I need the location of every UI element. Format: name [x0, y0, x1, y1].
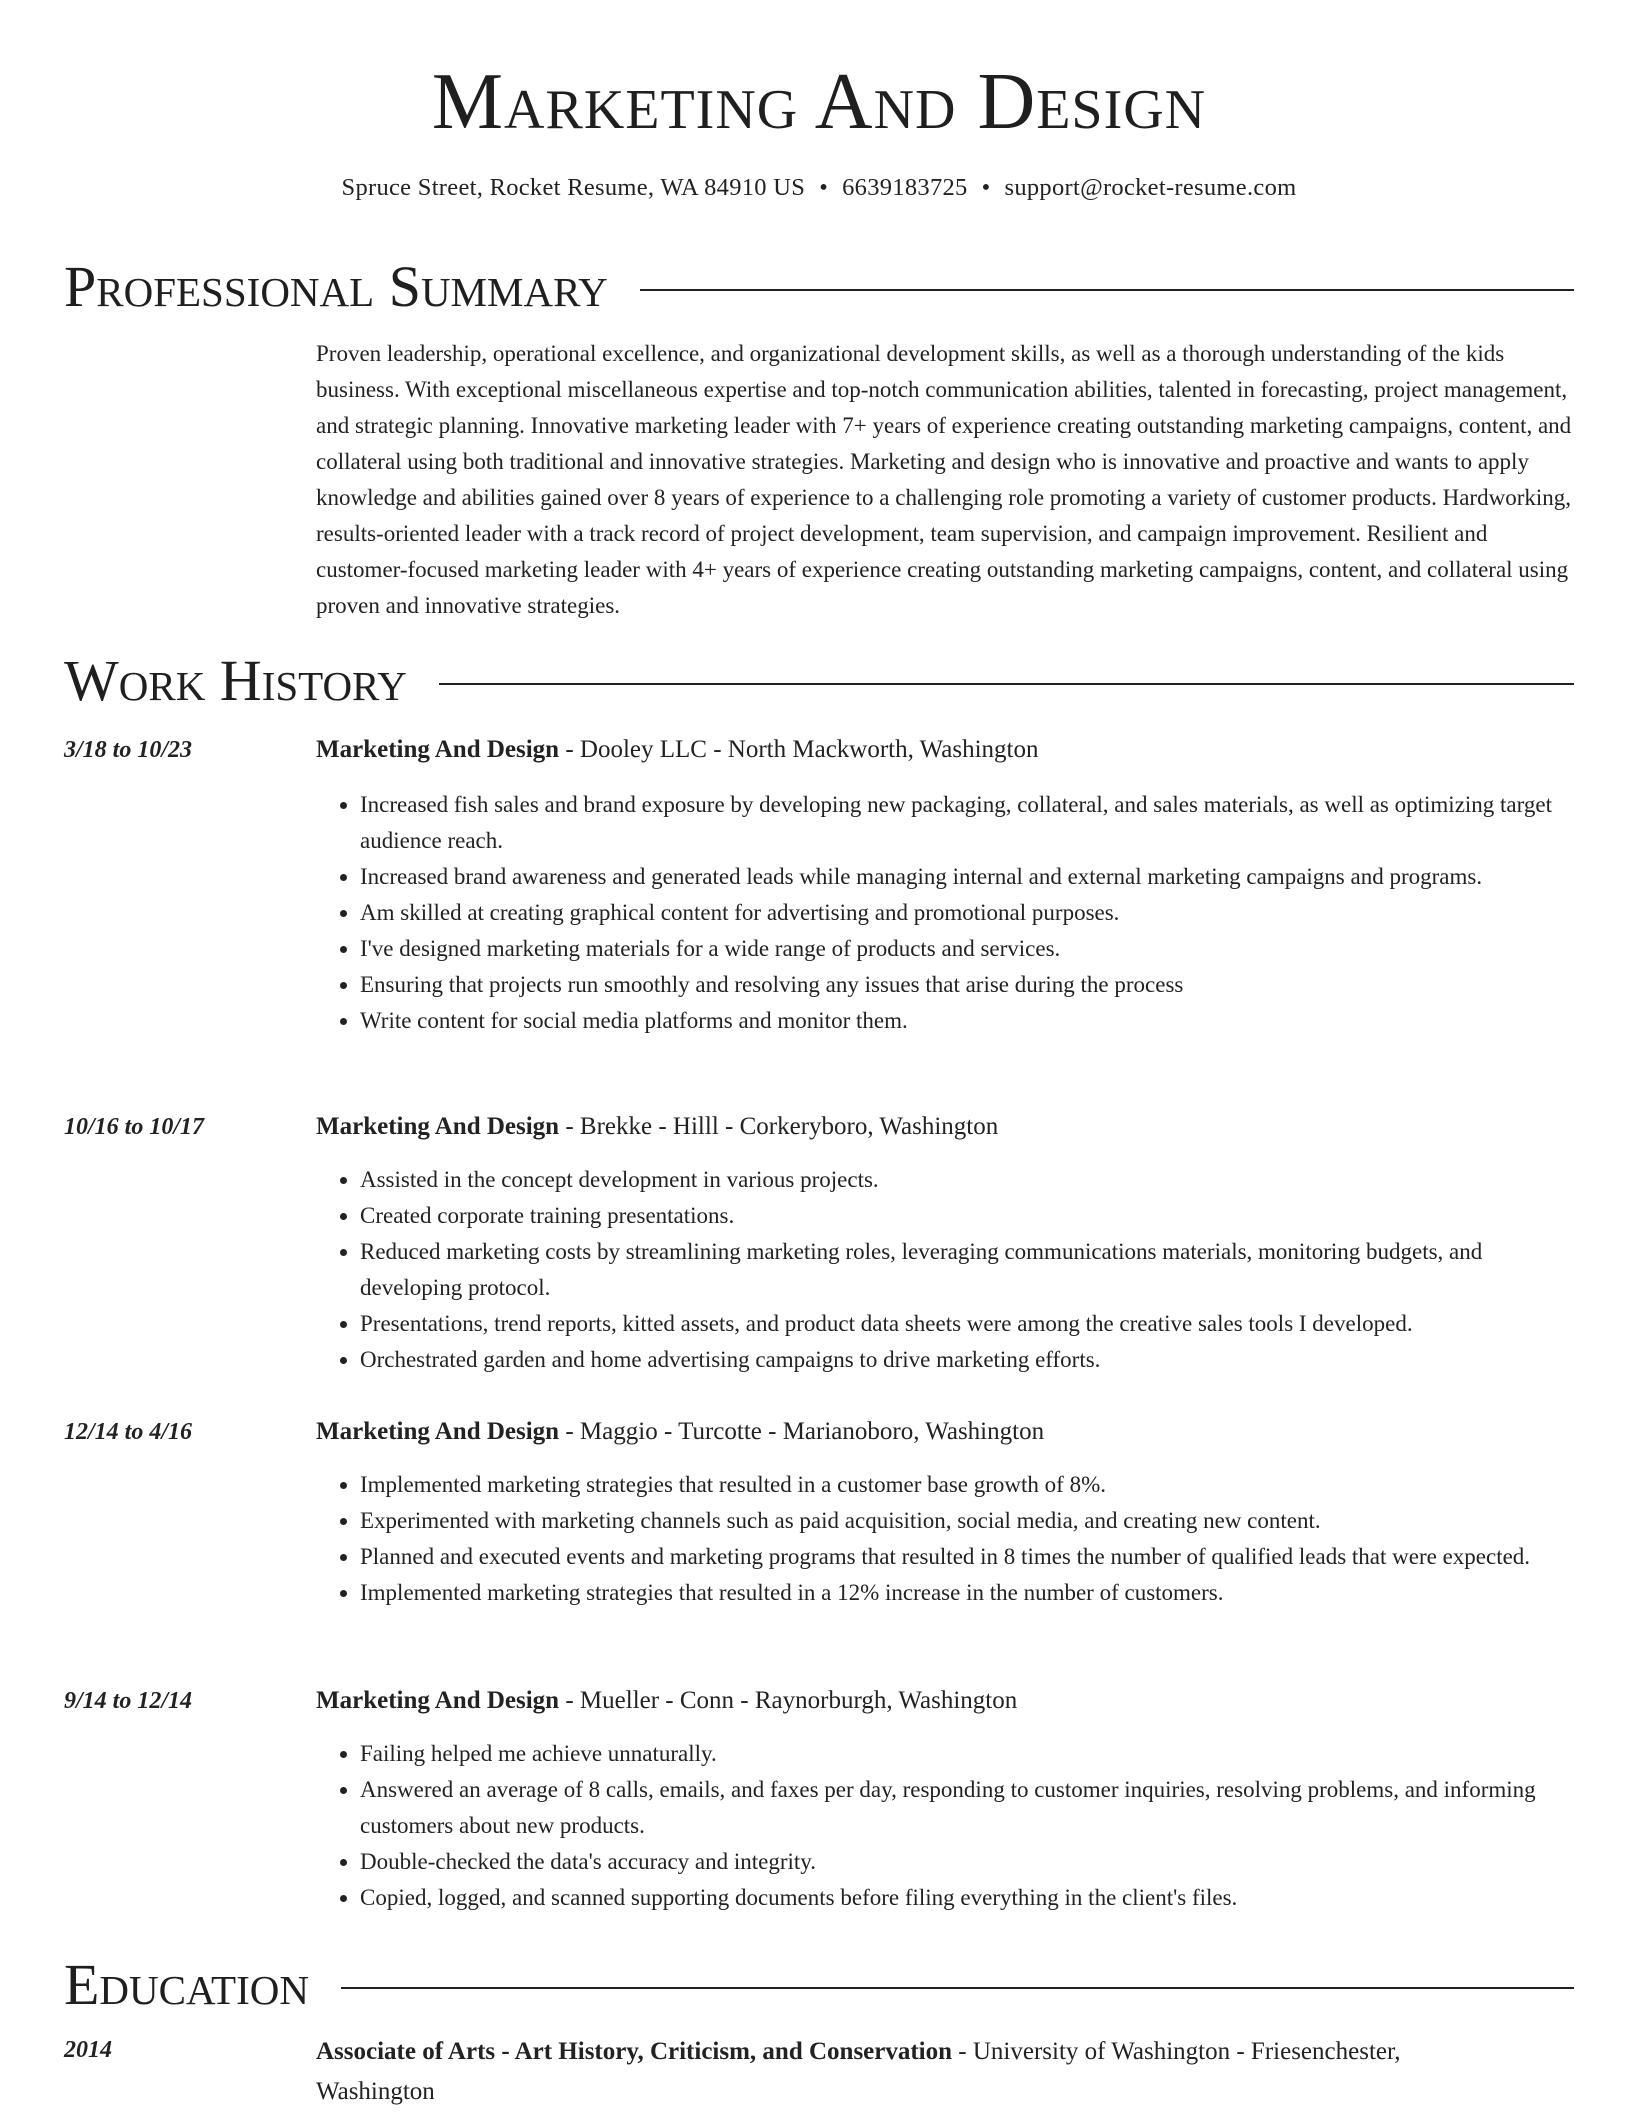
summary-section-header: [64, 254, 1574, 319]
email: support@rocket-resume.com: [1004, 174, 1297, 201]
job-bullet: • Assisted in the concept development in various projects.: [360, 1162, 1574, 1198]
education-details: - University of Washington - Friesenchester, Washington: [316, 2038, 1401, 2105]
job-bullets: [316, 1736, 1574, 1916]
job-bullet: • Double-checked the data's accuracy and integrity.: [360, 1844, 1574, 1880]
job-bullet: • Experimented with marketing channels such as paid acquisition, social media, and creating new content.: [360, 1503, 1574, 1539]
job-bullet: • Implemented marketing strategies that resulted in a customer base growth of 8%.: [360, 1467, 1574, 1503]
job-details: - Dooley LLC - North Mackworth, Washington: [559, 736, 1039, 763]
candidate-name: Marketing And Design: [431, 58, 1207, 146]
job-details: - Maggio - Turcotte - Marianoboro, Washington: [559, 1418, 1045, 1445]
address: Spruce Street, Rocket Resume, WA 84910 US: [341, 174, 806, 201]
job-bullet: • Created corporate training presentations.: [360, 1198, 1574, 1234]
job-dates: 9/14 to 12/14: [64, 1688, 193, 1714]
job-bullet: • Am skilled at creating graphical content for advertising and promotional purposes.: [360, 895, 1574, 931]
separator: •: [981, 174, 991, 201]
job-bullet: • Answered an average of 8 calls, emails, and faxes per day, responding to customer inquiries, resolving problems, and informing customers about new products.: [360, 1772, 1574, 1844]
job-details: - Mueller - Conn - Raynorburgh, Washington: [559, 1687, 1018, 1714]
section-title: Work History: [64, 648, 407, 713]
contact-line: [64, 176, 1574, 201]
job-role: Marketing And Design: [316, 736, 560, 763]
job-role: Marketing And Design: [316, 1418, 560, 1445]
job-bullet: • Presentations, trend reports, kitted assets, and product data sheets were among the creative sales tools I developed.: [360, 1306, 1574, 1342]
job-bullets: [316, 1162, 1574, 1378]
job-details: - Brekke - Hilll - Corkeryboro, Washington: [559, 1113, 999, 1140]
job-bullet: • Failing helped me achieve unnaturally.: [360, 1736, 1574, 1772]
job-bullet: • Ensuring that projects run smoothly and resolving any issues that arise during the process: [360, 967, 1574, 1003]
section-divider: [439, 683, 1574, 685]
job-bullet: • Copied, logged, and scanned supporting documents before filing everything in the client's files.: [360, 1880, 1574, 1916]
section-title: Professional Summary: [64, 254, 608, 319]
job-bullet: • I've designed marketing materials for a wide range of products and services.: [360, 931, 1574, 967]
job-bullets: [316, 787, 1574, 1039]
job-dates: 10/16 to 10/17: [64, 1114, 205, 1140]
job-bullet: • Increased brand awareness and generated leads while managing internal and external marketing campaigns and programs.: [360, 859, 1574, 895]
separator: •: [819, 174, 829, 201]
job-bullet: • Write content for social media platforms and monitor them.: [360, 1003, 1574, 1039]
section-title: Education: [64, 1952, 309, 2017]
degree-name: Associate of Arts - Art History, Criticism, and Conservation: [316, 2038, 953, 2065]
job-bullet: • Orchestrated garden and home advertising campaigns to drive marketing efforts.: [360, 1342, 1574, 1378]
job-title-line: [316, 1683, 1574, 1719]
job-bullet: • Reduced marketing costs by streamlining marketing roles, leveraging communications materials, monitoring budgets, and developing protocol.: [360, 1234, 1574, 1306]
section-divider: [640, 289, 1574, 291]
job-role: Marketing And Design: [316, 1113, 560, 1140]
education-year: 2014: [64, 2037, 112, 2063]
job-dates: 12/14 to 4/16: [64, 1419, 193, 1445]
job-bullets: [316, 1467, 1574, 1611]
summary-text: Proven leadership, operational excellence, and organizational development skills, as well as a thorough understanding of the kids business. With exceptional miscellaneous expertise and top-notch communication abilities, talented in forecasting, project management, and strategic planning. Innovative marketing leader with 7+ years of experience creating outstanding marketing campaigns, content, and collateral using both traditional and innovative strategies. Marketing and design who is innovative and proactive and wants to apply knowledge and abilities gained over 8 years of experience to a challenging role promoting a variety of customer products. Hardworking, results-oriented leader with a track record of project development, team supervision, and campaign improvement. Resilient and customer-focused marketing leader with 4+ years of experience creating outstanding marketing campaigns, content, and collateral using proven and innovative strategies.: [316, 341, 1572, 618]
job-title-line: [316, 1414, 1574, 1450]
job-title-line: [316, 1109, 1574, 1145]
job-role: Marketing And Design: [316, 1687, 560, 1714]
section-divider: [341, 1987, 1574, 1989]
education-degree-line: [316, 2032, 1496, 2112]
education-section-header: [64, 1952, 1574, 2017]
job-dates: 3/18 to 10/23: [64, 737, 193, 763]
job-title-line: [316, 732, 1574, 768]
work-section-header: [64, 648, 1574, 713]
job-bullet: • Increased fish sales and brand exposure by developing new packaging, collateral, and sales materials, as well as optimizing target audience reach.: [360, 787, 1574, 859]
job-bullet: • Implemented marketing strategies that resulted in a 12% increase in the number of customers.: [360, 1575, 1574, 1611]
job-bullet: • Planned and executed events and marketing programs that resulted in 8 times the number of qualified leads that were expected.: [360, 1539, 1574, 1575]
phone: 6639183725: [842, 174, 968, 201]
